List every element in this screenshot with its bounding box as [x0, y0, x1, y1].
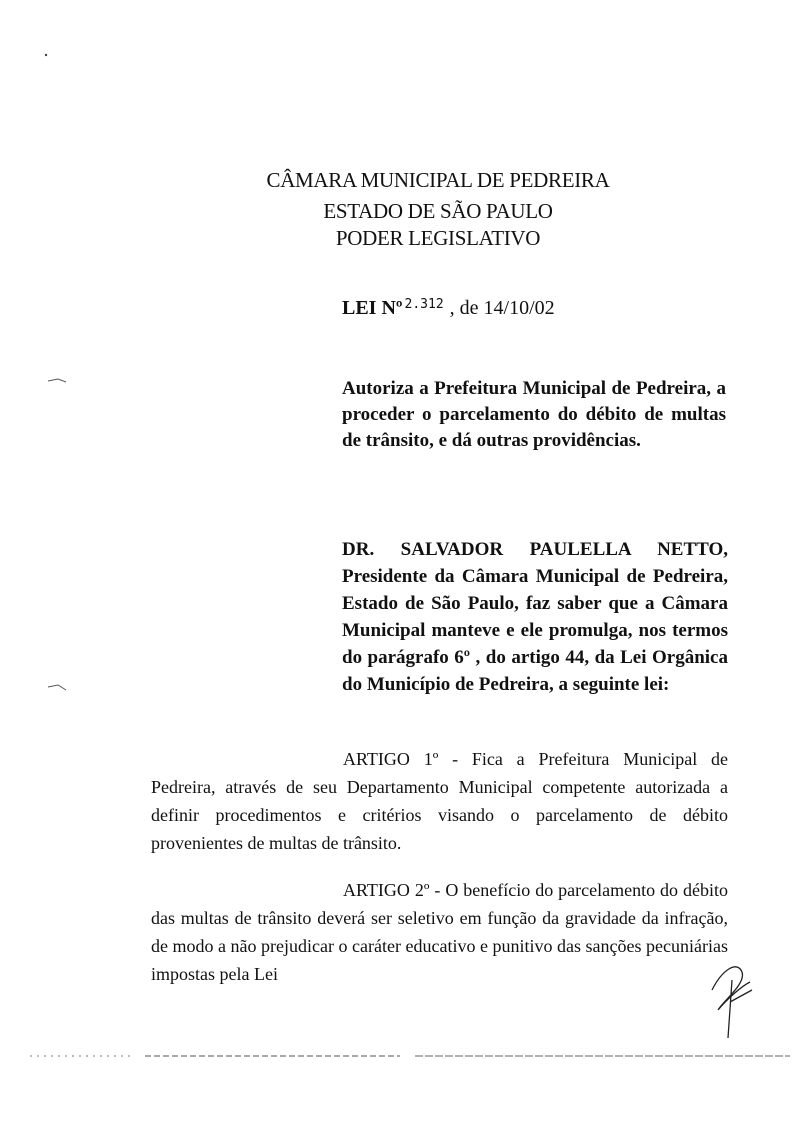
law-date: , de 14/10/02 — [449, 297, 555, 319]
law-summary: Autoriza a Prefeitura Municipal de Pedreira, a proceder o parcelamento do débito de multas de trânsito, e dá outras providências. — [342, 378, 726, 451]
article-1: ARTIGO 1º - Fica a Prefeitura Municipal de Pedreira, através de seu Departamento Municipal competente autorizada a definir procedimentos e critérios visando o parcelamento de débito provenientes de multas de trânsito. — [151, 749, 728, 853]
article-2: ARTIGO 2º - O benefício do parcelamento do débito das multas de trânsito deverá ser seletivo em função da gravidade da infração, de modo a não prejudicar o caráter educativo e punitivo das sanções pecuniárias impostas pela Lei — [151, 880, 728, 984]
state-name: ESTADO DE SÃO PAULO — [323, 199, 553, 223]
law-prefix: LEI Nº — [342, 297, 403, 319]
branch-name: PODER LEGISLATIVO — [335, 226, 541, 250]
chamber-name: CÂMARA MUNICIPAL DE PEDREIRA — [266, 168, 610, 192]
law-title — [342, 297, 555, 320]
promulgation-text: DR. SALVADOR PAULELLA NETTO, Presidente da Câmara Municipal de Pedreira, Estado de São Paulo, faz saber que a Câmara Municipal manteve e ele promulga, nos termos do parágrafo 6º , do artigo 44, da Lei Orgânica do Município de Pedreira, a seguinte lei: — [342, 539, 728, 695]
law-number: 2.312 — [404, 297, 444, 312]
signature-initials — [702, 950, 762, 1040]
